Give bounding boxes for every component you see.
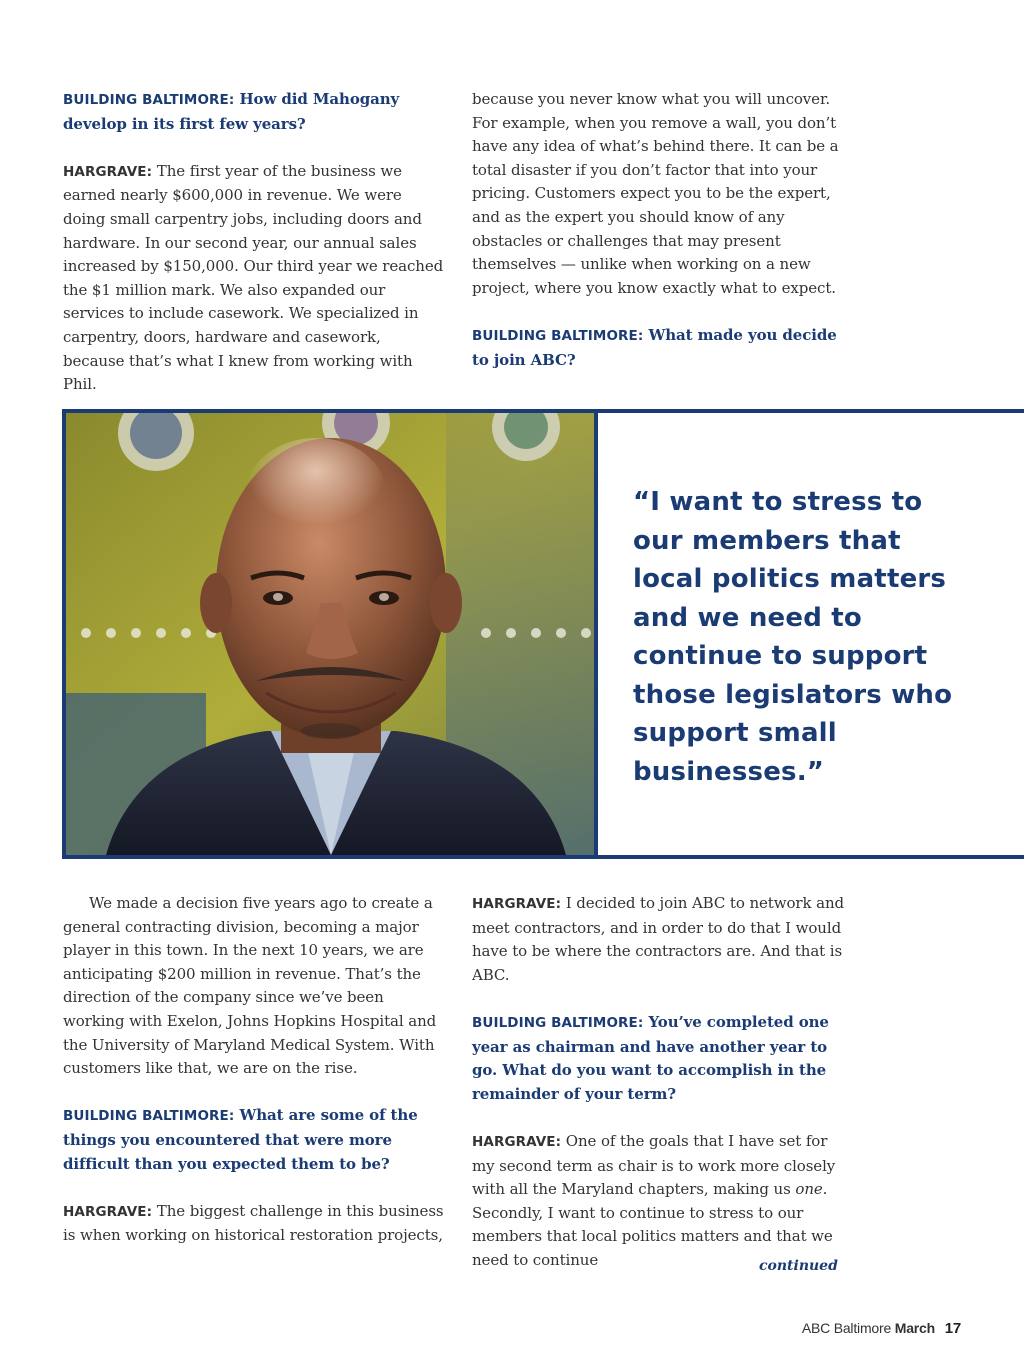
speaker-tag: HARGRAVE: <box>63 163 153 180</box>
answer-paragraph <box>472 1130 854 1273</box>
page-footer <box>802 1320 961 1337</box>
text-column-4 <box>472 892 854 1273</box>
speaker-tag: BUILDING BALTIMORE: <box>63 92 235 108</box>
speaker-tag: BUILDING BALTIMORE: <box>472 327 644 344</box>
answer-text: Secondly, I want to continue to stress to our members that local politics matters and that we need to continue <box>472 1203 833 1269</box>
question-paragraph <box>472 324 854 372</box>
answer-text: The biggest challenge in this business is when working on historical restoration projects, <box>63 1201 444 1245</box>
question-paragraph <box>63 88 445 136</box>
portrait-frame <box>62 409 598 859</box>
speaker-tag: HARGRAVE: <box>472 896 562 912</box>
answer-text: I decided to join ABC to network and meet contractors, and in order to do that I would have to be where the contractors are. And that is ABC. <box>472 894 845 984</box>
issue-month: March <box>894 1320 935 1336</box>
portrait-photo <box>66 413 594 855</box>
answer-paragraph <box>472 892 854 987</box>
speaker-tag: BUILDING BALTIMORE: <box>472 1014 644 1031</box>
speaker-tag: HARGRAVE: <box>472 1133 562 1150</box>
text-column-3 <box>63 892 445 1248</box>
question-text: What made you decide to join ABC? <box>472 325 837 369</box>
pull-quote: “I want to stress to our members that local politics matters and we need to continue to support those legislators who support small businesses.” <box>633 487 953 787</box>
answer-text: One of the goals that I have set for my second term as chair is to work more closely with all the Maryland chapters, making us <box>472 1131 836 1199</box>
page-number: 17 <box>944 1320 961 1337</box>
text-column-2 <box>472 88 854 372</box>
publication-name: ABC Baltimore <box>801 1320 892 1336</box>
emphasis-text: one. <box>795 1180 828 1199</box>
speaker-tag: BUILDING BALTIMORE: <box>63 1108 235 1125</box>
answer-paragraph: We made a decision five years ago to create a general contracting division, becoming a major player in this town. In the next 10 years, we are anticipating $200 million in revenue. That’s the direction of the company since we’ve been working with Exelon, Johns Hopkins Hospital and the University of Maryland Medical System. With customers like that, we are on the rise. <box>63 894 437 1078</box>
question-text: How did Mahogany develop in its first few years? <box>63 90 400 133</box>
answer-paragraph: because you never know what you will uncover. For example, when you remove a wall, you don’t have any idea of what’s behind there. It can be a total disaster if you don’t factor that into your pricing. Customers expect you to be the expert, and as the expert you should know of any obstacles or challenges that may present themselves — unlike when working on a new project, where you know exactly what to expect. <box>472 90 839 297</box>
question-paragraph <box>63 1104 445 1176</box>
question-text: What are some of the things you encountered that were more difficult than you expected them to be? <box>63 1106 418 1173</box>
answer-text: The first year of the business we earned nearly $600,000 in revenue. We were doing small carpentry jobs, including doors and hardware. In our second year, our annual sales increased by $150,000. Our third year we reached the $1 million mark. We also expanded our services to include casework. We specialized in carpentry, doors, hardware and casework, because that’s what I knew from working with Phil. <box>63 161 444 394</box>
answer-paragraph <box>63 1200 445 1248</box>
speaker-tag: HARGRAVE: <box>63 1203 153 1220</box>
continued-label: continued <box>759 1258 838 1274</box>
question-paragraph <box>472 1011 854 1106</box>
text-column-1 <box>63 88 445 397</box>
answer-paragraph <box>63 160 445 397</box>
question-text: You’ve completed one year as chairman and have another year to go. What do you want to accomplish in the remainder of your term? <box>472 1012 829 1103</box>
